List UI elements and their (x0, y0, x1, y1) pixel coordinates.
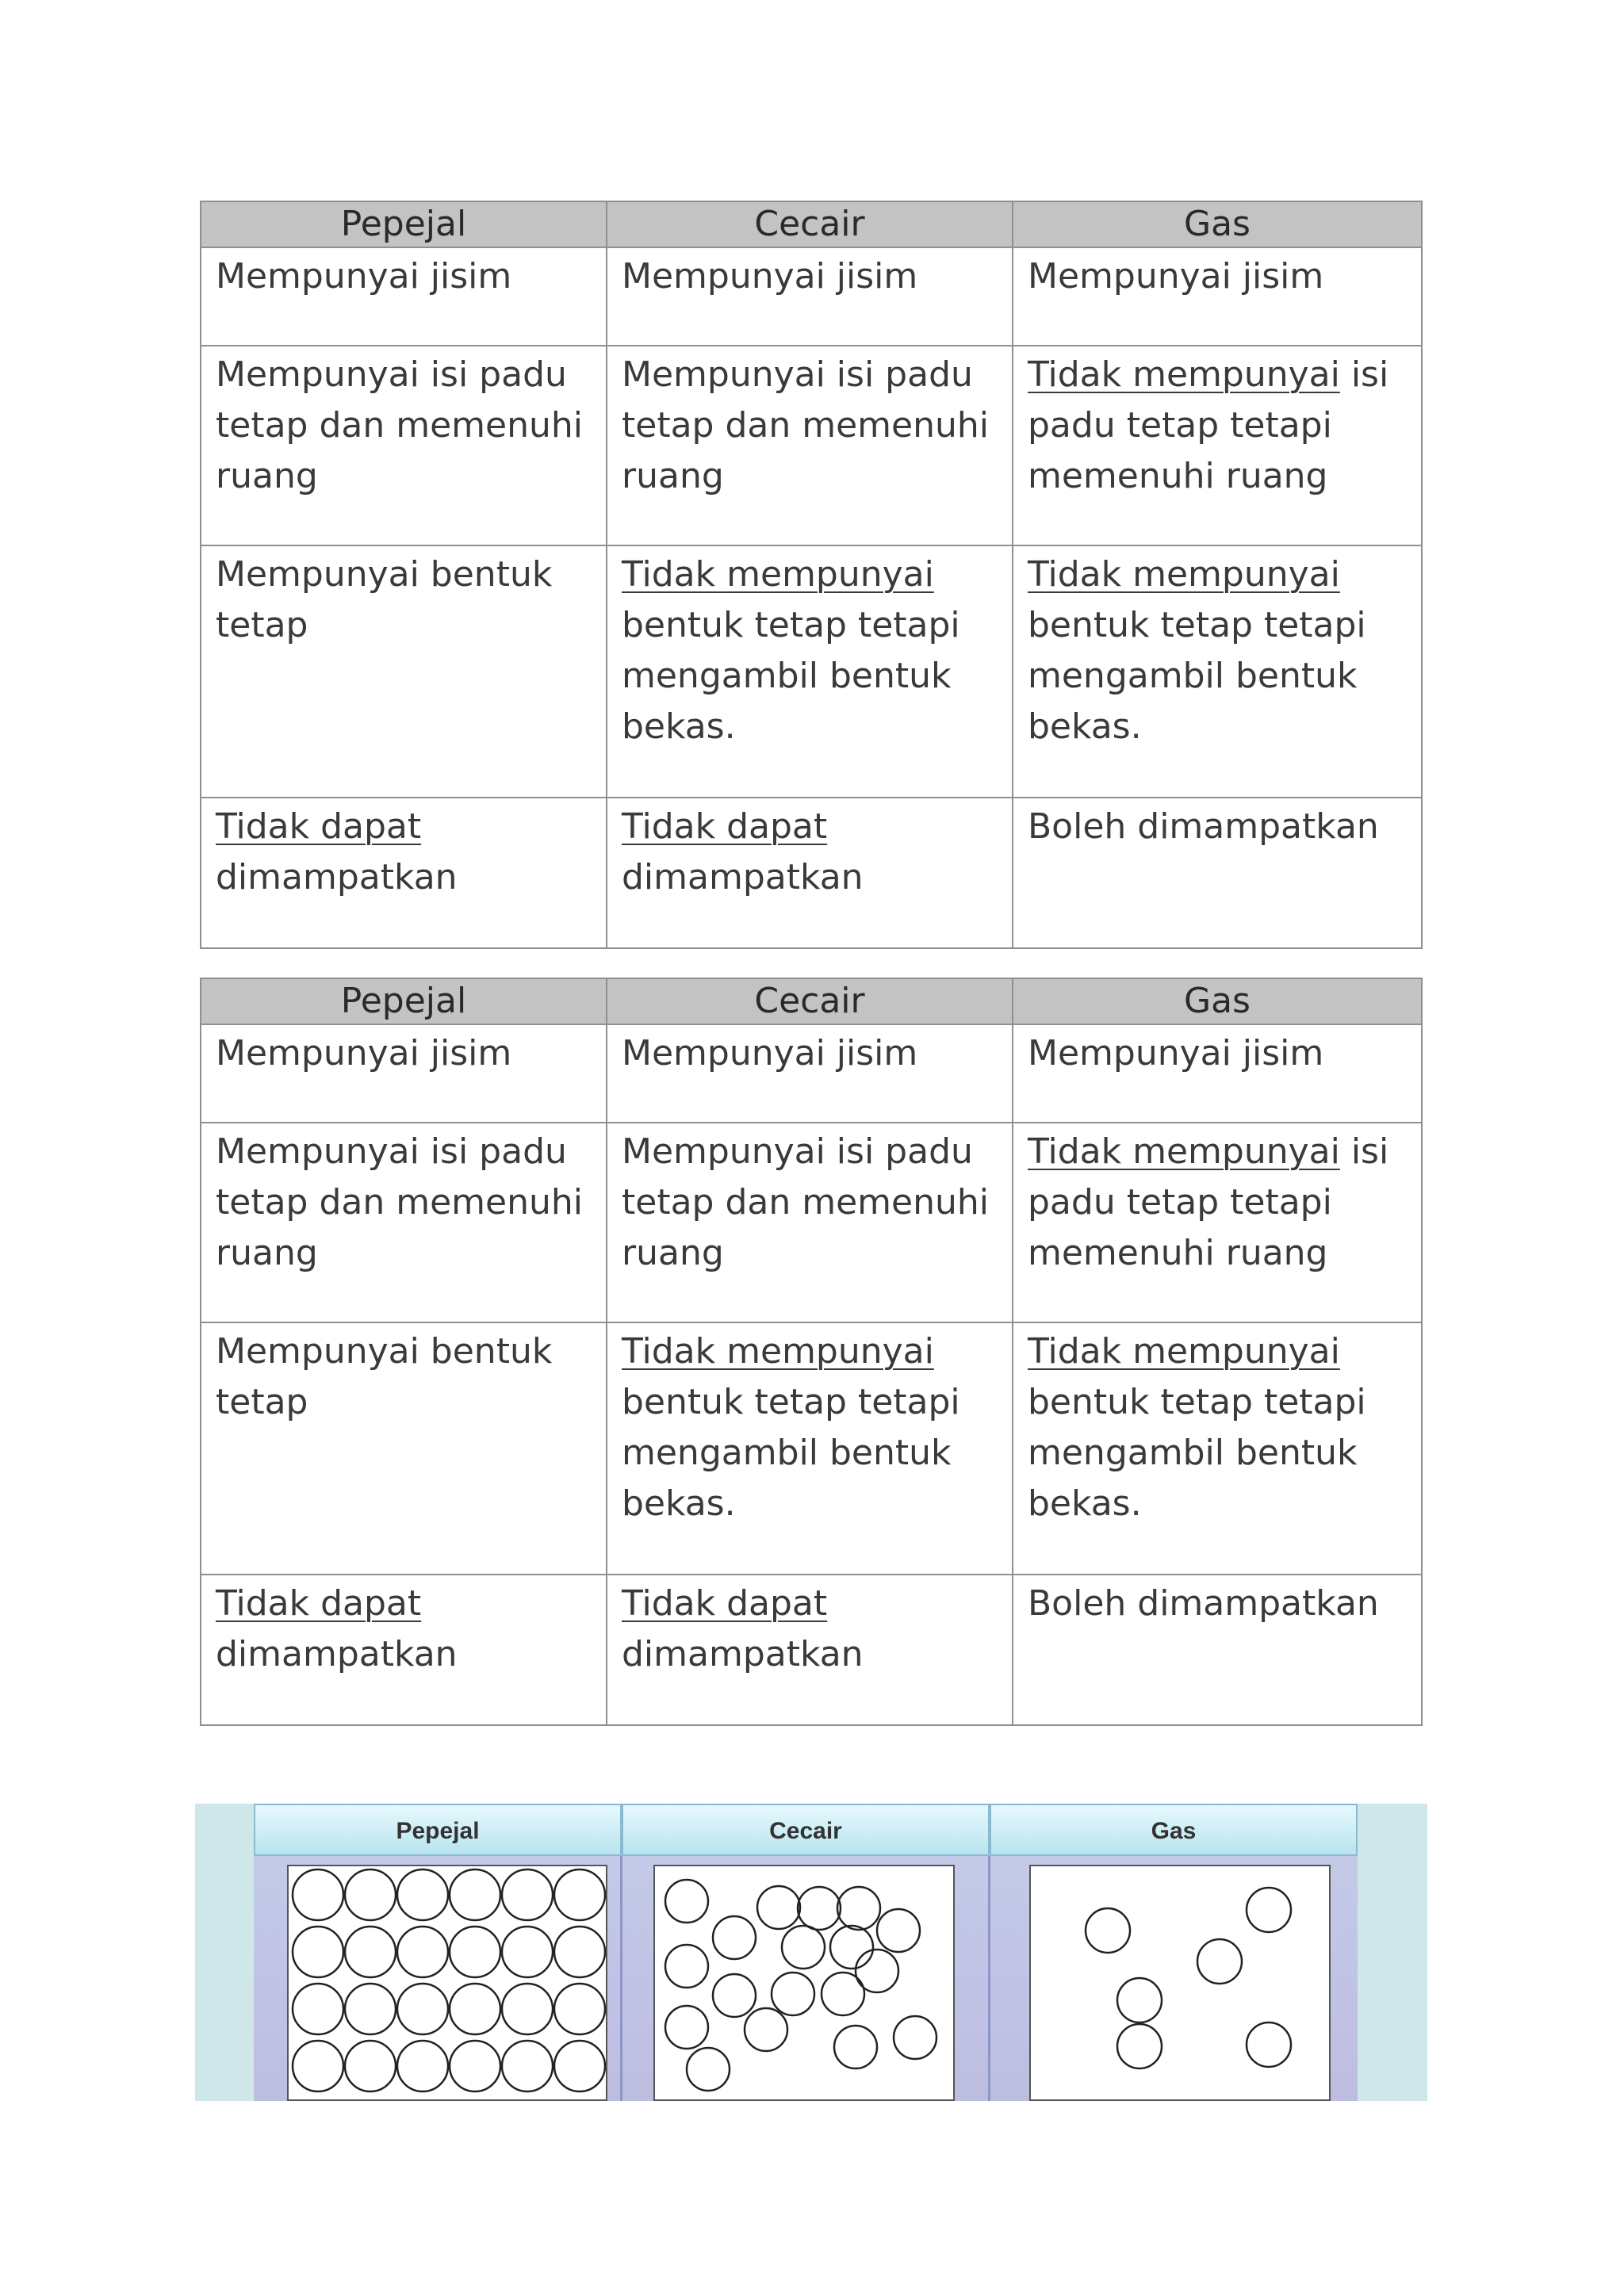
table-cell: Tidak dapat dimampatkan (607, 1575, 1013, 1725)
particle (894, 2016, 936, 2059)
header-cecair: Cecair (607, 201, 1013, 247)
table-row (201, 1322, 1422, 1575)
table-cell: Mempunyai jisim (201, 1024, 607, 1123)
table-cell: Mempunyai jisim (201, 247, 607, 346)
table-cell: Mempunyai isi padu tetap dan memenuhi ruang (201, 1123, 607, 1322)
header-pepejal: Pepejal (201, 978, 607, 1024)
table-row (201, 1024, 1422, 1123)
diagram-divider (620, 1856, 622, 2101)
diagram-header-pepejal: Pepejal (254, 1804, 622, 1856)
particle (554, 1869, 605, 1920)
diagram-header-cecair: Cecair (622, 1804, 990, 1856)
particle (397, 1869, 448, 1920)
table-row (201, 1575, 1422, 1725)
particle (1247, 2022, 1291, 2067)
particle (345, 1927, 396, 1977)
gas-particles (1031, 1866, 1329, 2099)
particle (1117, 2024, 1162, 2068)
particle (665, 2006, 708, 2049)
table-header-row (201, 201, 1422, 247)
table-cell: Boleh dimampatkan (1013, 798, 1422, 948)
table-cell: Tidak dapat dimampatkan (607, 798, 1013, 948)
particle (345, 1869, 396, 1920)
particle (757, 1886, 800, 1929)
table-cell: Tidak mempunyai bentuk tetap tetapi mengambil bentuk bekas. (607, 545, 1013, 798)
particle (293, 1869, 343, 1920)
particle (1117, 1978, 1162, 2022)
particle (450, 1984, 500, 2034)
table-cell: Mempunyai jisim (1013, 247, 1422, 346)
table-cell: Mempunyai bentuk tetap (201, 545, 607, 798)
particle (450, 2041, 500, 2091)
particle (345, 2041, 396, 2091)
table-cell: Tidak mempunyai isi padu tetap tetapi memenuhi ruang (1013, 346, 1422, 545)
particle (450, 1869, 500, 1920)
particle (834, 2026, 877, 2068)
table-row (201, 346, 1422, 545)
particle (293, 1927, 343, 1977)
particle (782, 1926, 825, 1969)
particle-diagram (195, 1804, 1427, 2101)
solid-particles (289, 1866, 606, 2099)
particle (830, 1926, 873, 1969)
particle (450, 1927, 500, 1977)
particle (713, 1916, 756, 1959)
particle (502, 1984, 553, 2034)
table-cell: Mempunyai bentuk tetap (201, 1322, 607, 1575)
table-cell: Tidak mempunyai isi padu tetap tetapi memenuhi ruang (1013, 1123, 1422, 1322)
table-cell: Tidak dapat dimampatkan (201, 1575, 607, 1725)
table-header-row (201, 978, 1422, 1024)
particle (502, 1927, 553, 1977)
particle (745, 2008, 787, 2051)
gas-particles-box (1029, 1865, 1331, 2101)
liquid-particles (655, 1866, 953, 2099)
particle (397, 1927, 448, 1977)
solid-particles-box (287, 1865, 607, 2101)
particle (502, 2041, 553, 2091)
particle (293, 1984, 343, 2034)
header-gas: Gas (1013, 201, 1422, 247)
particle (713, 1974, 756, 2017)
header-pepejal: Pepejal (201, 201, 607, 247)
table-cell: Mempunyai jisim (1013, 1024, 1422, 1123)
table-cell: Boleh dimampatkan (1013, 1575, 1422, 1725)
particle (687, 2048, 730, 2091)
particle (877, 1909, 920, 1952)
table-cell: Tidak mempunyai bentuk tetap tetapi mengambil bentuk bekas. (607, 1322, 1013, 1575)
header-cecair: Cecair (607, 978, 1013, 1024)
particle (502, 1869, 553, 1920)
table-row (201, 545, 1422, 798)
particle (554, 2041, 605, 2091)
particle (1247, 1888, 1291, 1932)
diagram-header-gas: Gas (990, 1804, 1358, 1856)
table-cell: Mempunyai isi padu tetap dan memenuhi ruang (607, 346, 1013, 545)
particle (345, 1984, 396, 2034)
liquid-particles-box (653, 1865, 955, 2101)
table-row (201, 1123, 1422, 1322)
header-gas: Gas (1013, 978, 1422, 1024)
particle (837, 1887, 880, 1930)
table-cell: Mempunyai jisim (607, 247, 1013, 346)
particle (397, 1984, 448, 2034)
particle (1086, 1908, 1130, 1953)
table-row (201, 247, 1422, 346)
particle (397, 2041, 448, 2091)
table-cell: Tidak mempunyai bentuk tetap tetapi mengambil bentuk bekas. (1013, 545, 1422, 798)
table-cell: Tidak dapat dimampatkan (201, 798, 607, 948)
particle (772, 1973, 814, 2015)
properties-table-1 (200, 201, 1423, 949)
particle (665, 1880, 708, 1923)
particle (554, 1984, 605, 2034)
properties-table-2 (200, 978, 1423, 1726)
particle (822, 1973, 864, 2015)
particle (1197, 1939, 1242, 1984)
particle (798, 1887, 841, 1930)
diagram-divider (988, 1856, 990, 2101)
table-cell: Tidak mempunyai bentuk tetap tetapi mengambil bentuk bekas. (1013, 1322, 1422, 1575)
particle (554, 1927, 605, 1977)
table-cell: Mempunyai isi padu tetap dan memenuhi ruang (607, 1123, 1013, 1322)
particle-diagram-panel (254, 1804, 1358, 2101)
table-row (201, 798, 1422, 948)
table-cell: Mempunyai isi padu tetap dan memenuhi ruang (201, 346, 607, 545)
particle (293, 2041, 343, 2091)
table-cell: Mempunyai jisim (607, 1024, 1013, 1123)
particle (665, 1945, 708, 1988)
